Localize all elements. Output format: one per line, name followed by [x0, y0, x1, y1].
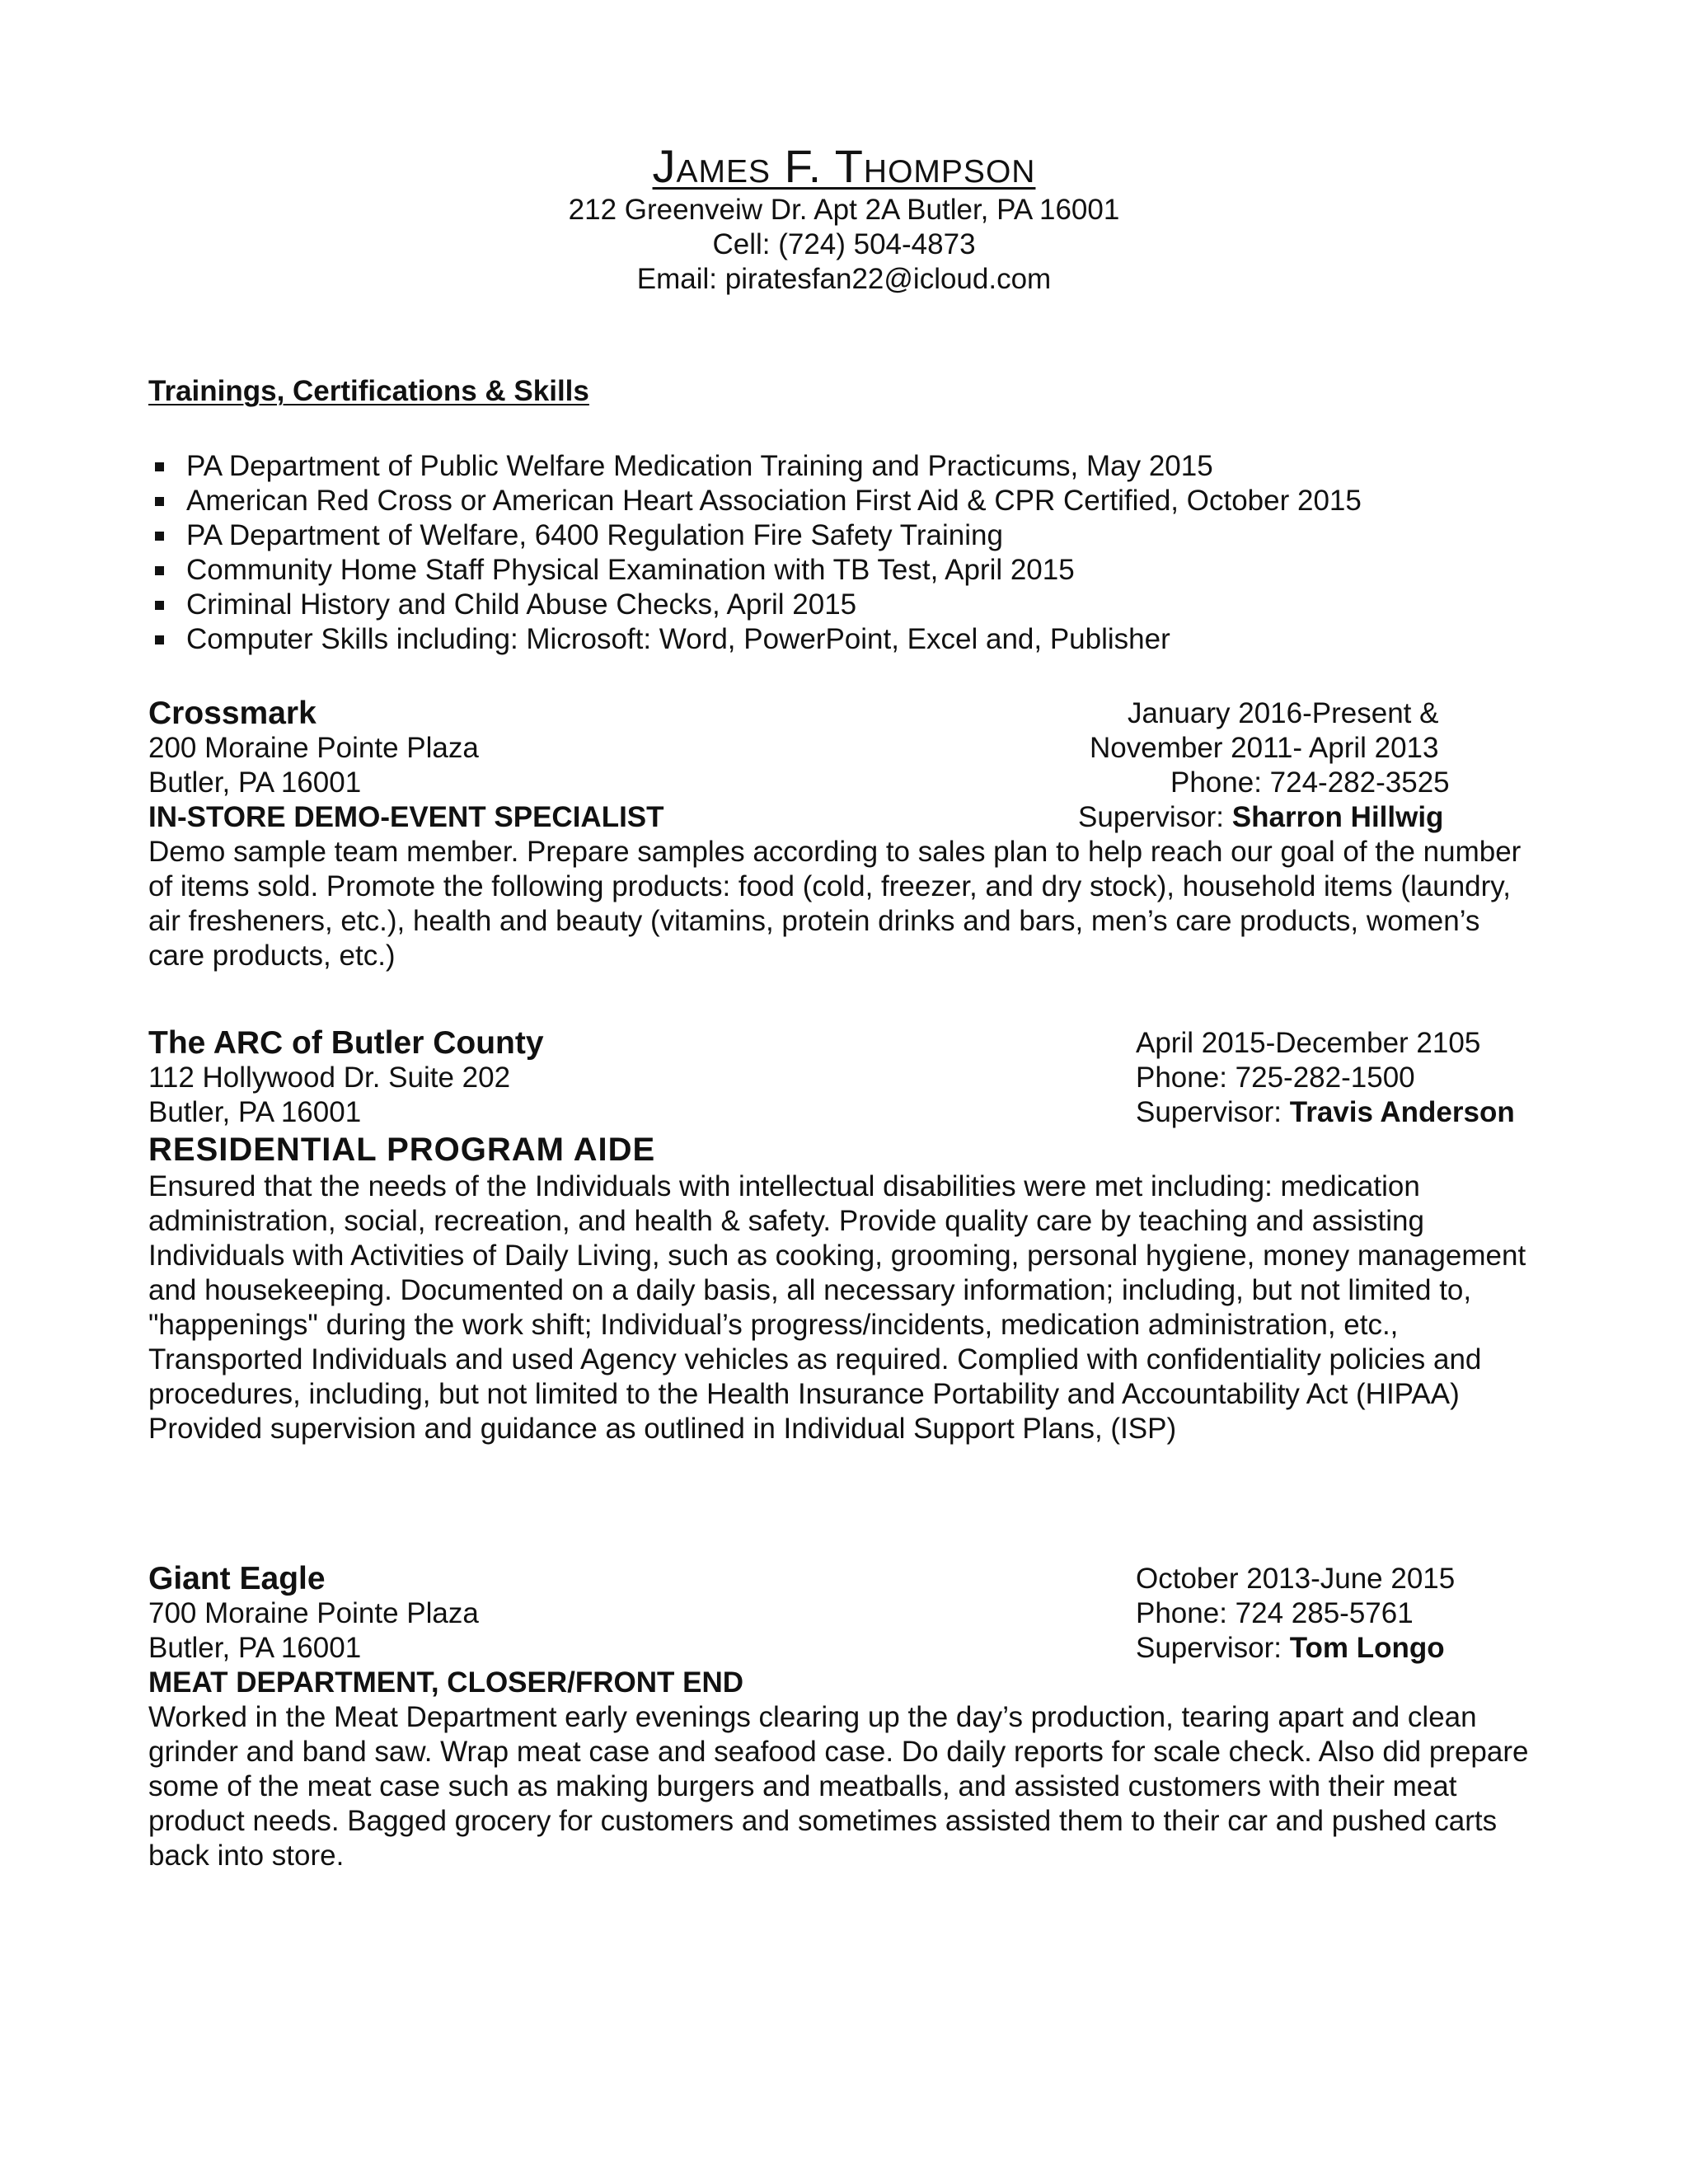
employer-phone: Phone: 724 285-5761: [1136, 1597, 1414, 1629]
job-description: Ensured that the needs of the Individuals with intellectual disabilities were met including: medication administration, social, recreation, and health & safety. Provide quality care by teaching and assisting Individuals with Activities of Daily Living, such as cooking, grooming, personal hygiene, money management and housekeeping. Documented on a daily basis, all necessary information; including, but not limited to, "happenings" during the work shift; Individual’s progress/incidents, medication administration, etc., Transported Individuals and used Agency vehicles as required. Complied with confidentiality policies and procedures, including, but not limited to the Health Insurance Portability and Accountability Act (HIPAA) Provided supervision and guidance as outlined in Individual Support Plans, (ISP): [148, 1170, 1526, 1445]
supervisor: [1078, 800, 1443, 835]
employer-name: Giant Eagle: [148, 1561, 326, 1596]
employer-phone: Phone: 725-282-1500: [1136, 1062, 1415, 1094]
position-title: MEAT DEPARTMENT, CLOSER/FRONT END: [148, 1666, 744, 1699]
skill-item: [148, 518, 1362, 553]
skills-list: [148, 449, 1362, 657]
square-bullet-icon: [155, 635, 164, 644]
job-entry-arc: [148, 1026, 1541, 1446]
square-bullet-icon: [155, 566, 164, 575]
position-title: RESIDENTIAL PROGRAM AIDE: [148, 1132, 656, 1168]
employment-dates: April 2015-December 2105: [1136, 1027, 1481, 1059]
skill-item: [148, 484, 1362, 518]
skill-text: PA Department of Public Welfare Medication Training and Practicums, May 2015: [186, 450, 1213, 482]
employer-name: The ARC of Butler County: [148, 1025, 544, 1061]
supervisor-label: Supervisor:: [1136, 1096, 1290, 1128]
skill-text: Computer Skills including: Microsoft: Word, PowerPoint, Excel and, Publisher: [186, 623, 1170, 655]
email-line: Email: piratesfan22@icloud.com: [636, 263, 1052, 295]
employment-dates: October 2013-June 2015: [1136, 1563, 1456, 1595]
employer-address: 700 Moraine Pointe Plaza: [148, 1597, 479, 1629]
supervisor-name: Travis Anderson: [1289, 1096, 1515, 1128]
employer-address: 200 Moraine Pointe Plaza: [148, 732, 479, 764]
job-description: Demo sample team member. Prepare samples according to sales plan to help reach our goal of the number of items sold. Promote the following products: food (cold, freezer, and dry stock), household items (laundry, air fresheners, etc.), health and beauty (vitamins, protein drinks and bars, men’s care products, women’s care products, etc.): [148, 836, 1522, 972]
supervisor-name: Tom Longo: [1289, 1632, 1445, 1664]
supervisor: [1136, 1095, 1515, 1130]
employer-phone: Phone: 724-282-3525: [1170, 766, 1450, 799]
supervisor: [1136, 1631, 1445, 1666]
job-entry-crossmark: [148, 696, 1541, 973]
employment-dates: November 2011- April 2013: [1090, 732, 1439, 764]
skill-item: [148, 449, 1362, 484]
position-title: IN-STORE DEMO-EVENT SPECIALIST: [148, 801, 664, 833]
address-line: 212 Greenveiw Dr. Apt 2A Butler, PA 16001: [568, 194, 1120, 226]
employer-city: Butler, PA 16001: [148, 766, 362, 799]
square-bullet-icon: [155, 601, 164, 610]
square-bullet-icon: [155, 532, 164, 541]
skill-item: [148, 553, 1362, 588]
employment-dates: January 2016-Present &: [1128, 697, 1439, 729]
supervisor-name: Sharron Hillwig: [1231, 801, 1444, 833]
skill-item: [148, 622, 1362, 657]
applicant-name: James F. Thompson: [652, 140, 1036, 192]
supervisor-label: Supervisor:: [1136, 1632, 1290, 1664]
skill-text: Community Home Staff Physical Examination with TB Test, April 2015: [186, 554, 1075, 586]
skill-item: [148, 588, 1362, 622]
supervisor-label: Supervisor:: [1078, 801, 1232, 833]
employer-city: Butler, PA 16001: [148, 1632, 362, 1664]
skill-text: Criminal History and Child Abuse Checks, April 2015: [186, 588, 857, 621]
job-entry-giant-eagle: [148, 1562, 1541, 1873]
cell-phone-line: Cell: (724) 504-4873: [712, 228, 976, 260]
square-bullet-icon: [155, 462, 164, 471]
job-description: Worked in the Meat Department early evenings clearing up the day’s production, tearing apart and clean grinder and band saw. Wrap meat case and seafood case. Do daily reports for scale check. Also did prepare some of the meat case such as making burgers and meatballs, and assisted customers with their meat product needs. Bagged grocery for customers and sometimes assisted them to their car and pushed carts back into store.: [148, 1701, 1529, 1872]
employer-address: 112 Hollywood Dr. Suite 202: [148, 1062, 511, 1094]
resume-header: [0, 140, 1688, 297]
employer-name: Crossmark: [148, 696, 316, 731]
skills-section-title: Trainings, Certifications & Skills: [148, 375, 589, 407]
skill-text: American Red Cross or American Heart Association First Aid & CPR Certified, October 2015: [186, 485, 1362, 517]
square-bullet-icon: [155, 497, 164, 506]
employer-city: Butler, PA 16001: [148, 1096, 362, 1128]
skill-text: PA Department of Welfare, 6400 Regulation Fire Safety Training: [186, 519, 1003, 551]
